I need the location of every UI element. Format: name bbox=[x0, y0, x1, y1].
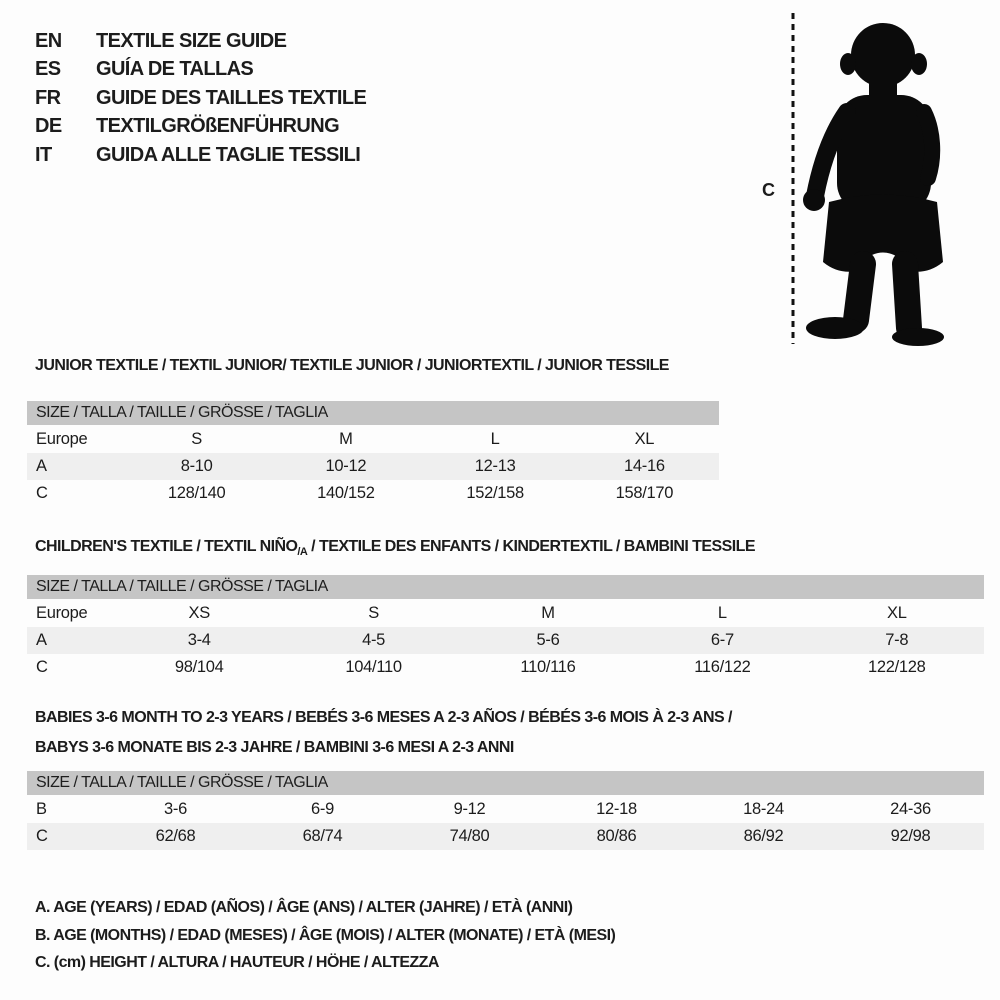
table-cell: 8-10 bbox=[180, 457, 213, 475]
table-cell: 86/92 bbox=[743, 827, 784, 845]
guide-title: GUÍA DE TALLAS bbox=[96, 58, 254, 81]
language-code: FR bbox=[35, 86, 61, 109]
table-cell: 92/98 bbox=[890, 827, 931, 845]
row-label: A bbox=[36, 457, 47, 475]
babies-title-line2: BABYS 3-6 MONATE BIS 2-3 JAHRE / BAMBINI 3-6 MESI A 2-3 ANNI bbox=[35, 739, 514, 756]
language-row bbox=[35, 27, 366, 55]
row-label: C bbox=[36, 658, 48, 676]
table-cell: 6-7 bbox=[710, 631, 734, 649]
baby-silhouette-icon bbox=[785, 10, 965, 350]
row-label: A bbox=[36, 631, 47, 649]
table-row bbox=[27, 600, 984, 627]
table-cell: 10-12 bbox=[325, 457, 367, 475]
title-text: CHILDREN'S TEXTILE / TEXTIL NIÑO bbox=[35, 538, 298, 555]
table-cell: S bbox=[191, 430, 202, 448]
table-cell: 110/116 bbox=[520, 658, 576, 676]
language-code: IT bbox=[35, 143, 52, 166]
table-cell: M bbox=[541, 604, 555, 622]
language-row bbox=[35, 55, 366, 83]
table-cell: 74/80 bbox=[449, 827, 490, 845]
table-cell: 68/74 bbox=[302, 827, 343, 845]
table-row bbox=[27, 480, 719, 507]
junior-size-header-bar: SIZE / TALLA / TAILLE / GRÖSSE / TAGLIA bbox=[27, 401, 719, 425]
babies-size-header-bar: SIZE / TALLA / TAILLE / GRÖSSE / TAGLIA bbox=[27, 771, 984, 795]
table-cell: 9-12 bbox=[453, 800, 486, 818]
language-row bbox=[35, 112, 366, 140]
babies-size-table bbox=[27, 796, 984, 850]
table-row bbox=[27, 453, 719, 480]
table-cell: S bbox=[368, 604, 379, 622]
table-cell: 158/170 bbox=[615, 484, 674, 502]
row-label: B bbox=[36, 800, 47, 818]
row-label: Europe bbox=[36, 430, 88, 448]
table-cell: 5-6 bbox=[536, 631, 560, 649]
guide-title: GUIDE DES TAILLES TEXTILE bbox=[96, 86, 367, 109]
table-row bbox=[27, 654, 984, 681]
language-row bbox=[35, 84, 366, 112]
table-cell: 14-16 bbox=[624, 457, 665, 475]
table-cell: 80/86 bbox=[596, 827, 637, 845]
row-label: Europe bbox=[36, 604, 88, 622]
footnote-c: C. (cm) HEIGHT / ALTURA / HAUTEUR / HÖHE / ALTEZZA bbox=[35, 954, 439, 972]
babies-section-title bbox=[35, 703, 732, 763]
guide-title: TEXTILGRÖßENFÜHRUNG bbox=[96, 115, 340, 138]
table-cell: L bbox=[717, 604, 727, 622]
table-row bbox=[27, 627, 984, 654]
table-cell: 122/128 bbox=[868, 658, 926, 676]
junior-size-table bbox=[27, 426, 719, 507]
table-cell: 12-13 bbox=[474, 457, 516, 475]
guide-title: GUIDA ALLE TAGLIE TESSILI bbox=[96, 143, 361, 166]
title-text: / TEXTILE DES ENFANTS / KINDERTEXTIL / BAMBINI TESSILE bbox=[307, 538, 756, 555]
children-size-header-bar: SIZE / TALLA / TAILLE / GRÖSSE / TAGLIA bbox=[27, 575, 984, 599]
table-cell: XL bbox=[886, 604, 907, 622]
table-cell: 6-9 bbox=[311, 800, 334, 818]
table-cell: 3-6 bbox=[164, 800, 187, 818]
footnote-b: B. AGE (MONTHS) / EDAD (MESES) / ÂGE (MOIS) / ALTER (MONATE) / ETÀ (MESI) bbox=[35, 926, 616, 944]
table-cell: XL bbox=[634, 430, 655, 448]
table-cell: 24-36 bbox=[890, 800, 931, 818]
children-size-table bbox=[27, 600, 984, 681]
table-cell: 128/140 bbox=[167, 484, 226, 502]
language-code: ES bbox=[35, 58, 61, 81]
table-cell: XS bbox=[188, 604, 210, 622]
junior-section-title: JUNIOR TEXTILE / TEXTIL JUNIOR/ TEXTILE JUNIOR / JUNIORTEXTIL / JUNIOR TESSILE bbox=[35, 357, 669, 374]
table-row bbox=[27, 426, 719, 453]
language-row bbox=[35, 141, 366, 169]
table-cell: 98/104 bbox=[174, 658, 224, 676]
table-cell: 7-8 bbox=[885, 631, 909, 649]
row-label: C bbox=[36, 484, 48, 502]
row-label: C bbox=[36, 827, 48, 845]
language-code: EN bbox=[35, 30, 62, 52]
language-code: DE bbox=[35, 115, 62, 138]
title-subscript: /A bbox=[297, 546, 308, 558]
table-cell: 104/110 bbox=[345, 658, 402, 676]
footnote-a: A. AGE (YEARS) / EDAD (AÑOS) / ÂGE (ANS) / ALTER (JAHRE) / ETÀ (ANNI) bbox=[35, 899, 573, 916]
table-cell: 4-5 bbox=[362, 631, 386, 649]
table-cell: 152/158 bbox=[466, 484, 524, 502]
table-cell: 3-4 bbox=[187, 631, 211, 649]
table-cell: 12-18 bbox=[596, 800, 637, 818]
guide-title: TEXTILE SIZE GUIDE bbox=[96, 30, 287, 52]
table-cell: 140/152 bbox=[317, 484, 375, 502]
table-cell: 116/122 bbox=[694, 658, 751, 676]
table-row bbox=[27, 823, 984, 850]
table-row bbox=[27, 796, 984, 823]
table-cell: L bbox=[490, 430, 500, 448]
height-measure-label: C bbox=[762, 180, 775, 200]
table-cell: 62/68 bbox=[155, 827, 196, 845]
babies-title-line1: BABIES 3-6 MONTH TO 2-3 YEARS / BEBÉS 3-6 MESES A 2-3 AÑOS / BÉBÉS 3-6 MOIS À 2-3 ANS / bbox=[35, 709, 732, 726]
children-section-title bbox=[35, 537, 755, 562]
footnotes bbox=[35, 894, 615, 977]
table-cell: 18-24 bbox=[743, 800, 784, 818]
table-cell: M bbox=[339, 430, 353, 448]
language-title-list bbox=[35, 27, 366, 169]
